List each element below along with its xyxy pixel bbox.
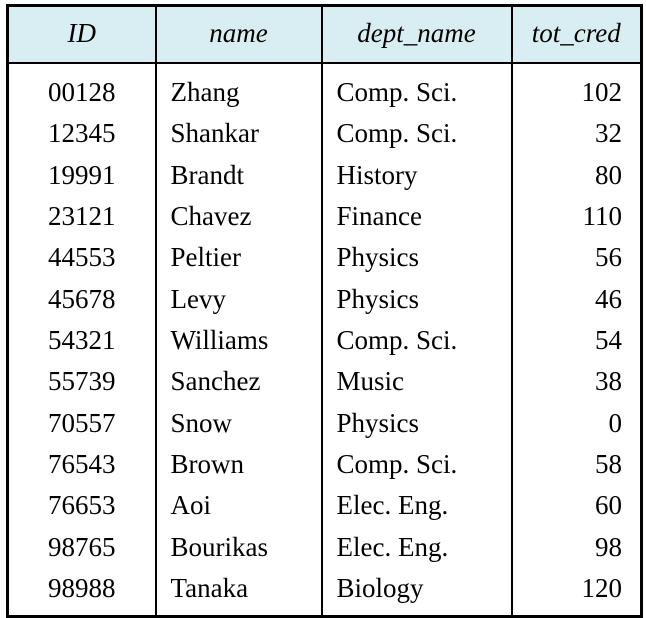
table-row <box>8 403 642 444</box>
cell-dept-name: Physics <box>322 237 512 278</box>
cell-id: 44553 <box>8 237 156 278</box>
cell-name: Shankar <box>156 113 322 154</box>
table-row <box>8 485 642 526</box>
cell-tot-cred: 0 <box>512 403 642 444</box>
cell-id: 76543 <box>8 444 156 485</box>
cell-name: Snow <box>156 403 322 444</box>
cell-tot-cred: 110 <box>512 196 642 237</box>
cell-tot-cred: 56 <box>512 237 642 278</box>
cell-dept-name: Comp. Sci. <box>322 113 512 154</box>
cell-tot-cred: 38 <box>512 361 642 402</box>
table-header <box>8 6 642 64</box>
table-row <box>8 568 642 617</box>
cell-name: Aoi <box>156 485 322 526</box>
column-header-tot-cred: tot_cred <box>512 6 642 64</box>
cell-name: Brandt <box>156 155 322 196</box>
cell-id: 98988 <box>8 568 156 617</box>
cell-dept-name: Biology <box>322 568 512 617</box>
cell-tot-cred: 32 <box>512 113 642 154</box>
cell-id: 19991 <box>8 155 156 196</box>
cell-id: 23121 <box>8 196 156 237</box>
cell-id: 55739 <box>8 361 156 402</box>
cell-tot-cred: 60 <box>512 485 642 526</box>
table-body <box>8 63 642 617</box>
table-header-row <box>8 6 642 64</box>
cell-id: 70557 <box>8 403 156 444</box>
cell-tot-cred: 54 <box>512 320 642 361</box>
cell-name: Brown <box>156 444 322 485</box>
cell-id: 54321 <box>8 320 156 361</box>
cell-id: 00128 <box>8 63 156 113</box>
cell-dept-name: Physics <box>322 279 512 320</box>
cell-tot-cred: 80 <box>512 155 642 196</box>
cell-id: 12345 <box>8 113 156 154</box>
cell-name: Williams <box>156 320 322 361</box>
column-header-id: ID <box>8 6 156 64</box>
cell-name: Levy <box>156 279 322 320</box>
table-row <box>8 155 642 196</box>
table-row <box>8 196 642 237</box>
cell-tot-cred: 120 <box>512 568 642 617</box>
cell-dept-name: Music <box>322 361 512 402</box>
cell-id: 76653 <box>8 485 156 526</box>
cell-dept-name: Comp. Sci. <box>322 444 512 485</box>
cell-name: Sanchez <box>156 361 322 402</box>
cell-tot-cred: 102 <box>512 63 642 113</box>
cell-dept-name: History <box>322 155 512 196</box>
cell-id: 98765 <box>8 527 156 568</box>
table-row <box>8 444 642 485</box>
table-row <box>8 279 642 320</box>
student-table <box>6 4 643 618</box>
cell-dept-name: Comp. Sci. <box>322 320 512 361</box>
cell-tot-cred: 98 <box>512 527 642 568</box>
column-header-name: name <box>156 6 322 64</box>
table-row <box>8 320 642 361</box>
cell-dept-name: Elec. Eng. <box>322 485 512 526</box>
table-row <box>8 113 642 154</box>
cell-name: Bourikas <box>156 527 322 568</box>
cell-dept-name: Comp. Sci. <box>322 63 512 113</box>
table-row <box>8 63 642 113</box>
cell-dept-name: Physics <box>322 403 512 444</box>
cell-name: Tanaka <box>156 568 322 617</box>
cell-tot-cred: 58 <box>512 444 642 485</box>
cell-tot-cred: 46 <box>512 279 642 320</box>
table-row <box>8 361 642 402</box>
cell-name: Chavez <box>156 196 322 237</box>
cell-name: Zhang <box>156 63 322 113</box>
cell-dept-name: Finance <box>322 196 512 237</box>
cell-id: 45678 <box>8 279 156 320</box>
table-row <box>8 237 642 278</box>
cell-name: Peltier <box>156 237 322 278</box>
column-header-dept-name: dept_name <box>322 6 512 64</box>
table-row <box>8 527 642 568</box>
cell-dept-name: Elec. Eng. <box>322 527 512 568</box>
